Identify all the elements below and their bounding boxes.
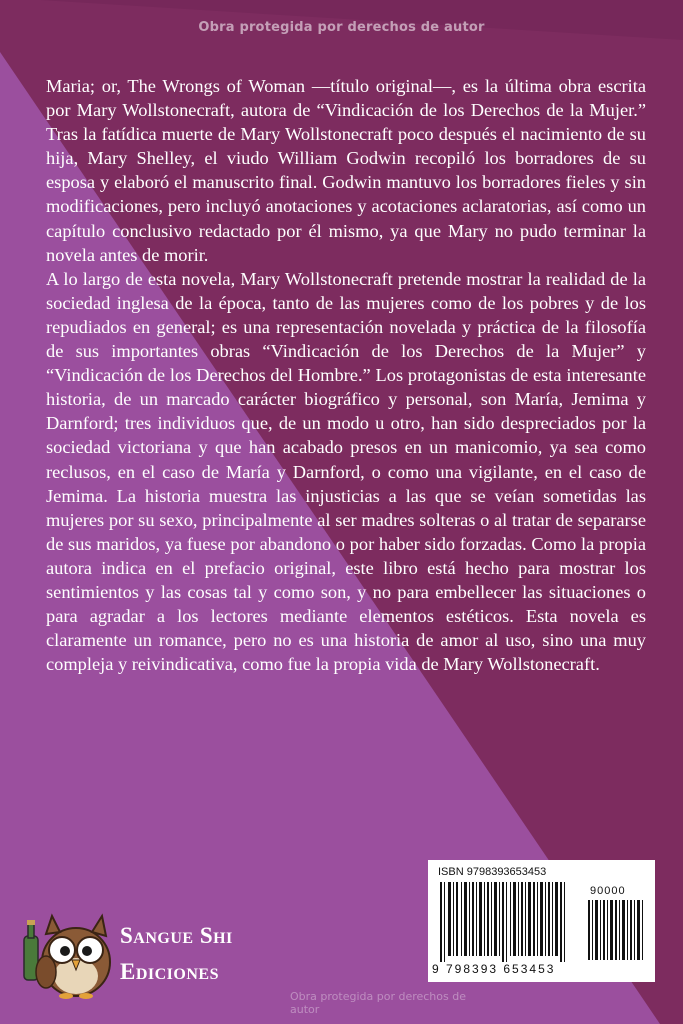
owl-logo-icon xyxy=(18,906,118,1000)
copyright-watermark-top: Obra protegida por derechos de autor xyxy=(198,20,485,35)
copyright-watermark-bottom: Obra protegida por derechos de autor xyxy=(290,990,466,1016)
back-cover-synopsis xyxy=(46,74,646,676)
publisher-line-1: Sangue Shi xyxy=(120,923,233,948)
publisher-name xyxy=(120,918,233,990)
publisher-line-2: Ediciones xyxy=(120,959,219,984)
synopsis-paragraph-2: A lo largo de esta novela, Mary Wollstonecraft pretende mostrar la realidad de la sociedad inglesa de la época, tanto de las mujeres como de los pobres y de los repudiados en general; es una representación novelada y práctica de la filosofía de sus importantes obras “Vindicación de los Derechos de la Mujer” y “Vindicación de los Derechos del Hombre.” Los protagonistas de esta interesante historia, de un marcado carácter biográfico y personal, son María, Jemima y Darnford; tres individuos que, de un modo u otro, han sido despreciados por la sociedad victoriana y que han acabado presos en un manicomio, ya sea como reclusos, en el caso de María y Darnford, o como una vigilante, en el caso de Jemima. La historia muestra las injusticias a las que se veían sometidas las mujeres por su sexo, principalmente al ser madres solteras o al tratar de separarse de sus maridos, ya fuese por abandono o por haber sido forzadas. Como la propia autora indica en el prefacio original, este libro está hecho para mostrar los sentimientos y las cosas tal y como son, y no para embellecer las situaciones o para agradar a los lectores mediante elementos estéticos. Esta novela es claramente un romance, pero no es una historia de amor al uso, sino una muy compleja y reivindicativa, como fue la propia vida de Mary Wollstonecraft. xyxy=(46,268,646,675)
synopsis-paragraph-1: Maria; or, The Wrongs of Woman —título original—, es la última obra escrita por Mary Wollstonecraft, autora de “Vindicación de los Derechos de la Mujer.” Tras la fatídica muerte de Mary Wollstonecraft poco después el nacimiento de su hija, Mary Shelley, el viudo William Godwin recopiló los borradores de su esposa y elaboró el manuscrito final. Godwin mantuvo los borradores fieles y sin modificaciones, pero incluyó anotaciones y acotaciones aclaratorias, así como un capítulo conclusivo redactado por él mismo, ya que Mary no pudo terminar la novela antes de morir. xyxy=(46,76,646,265)
ean-digits: 9 798393 653453 xyxy=(432,962,556,976)
price-code: 90000 xyxy=(590,885,626,897)
isbn-label: ISBN 9798393653453 xyxy=(438,866,547,878)
isbn-barcode xyxy=(428,860,655,982)
